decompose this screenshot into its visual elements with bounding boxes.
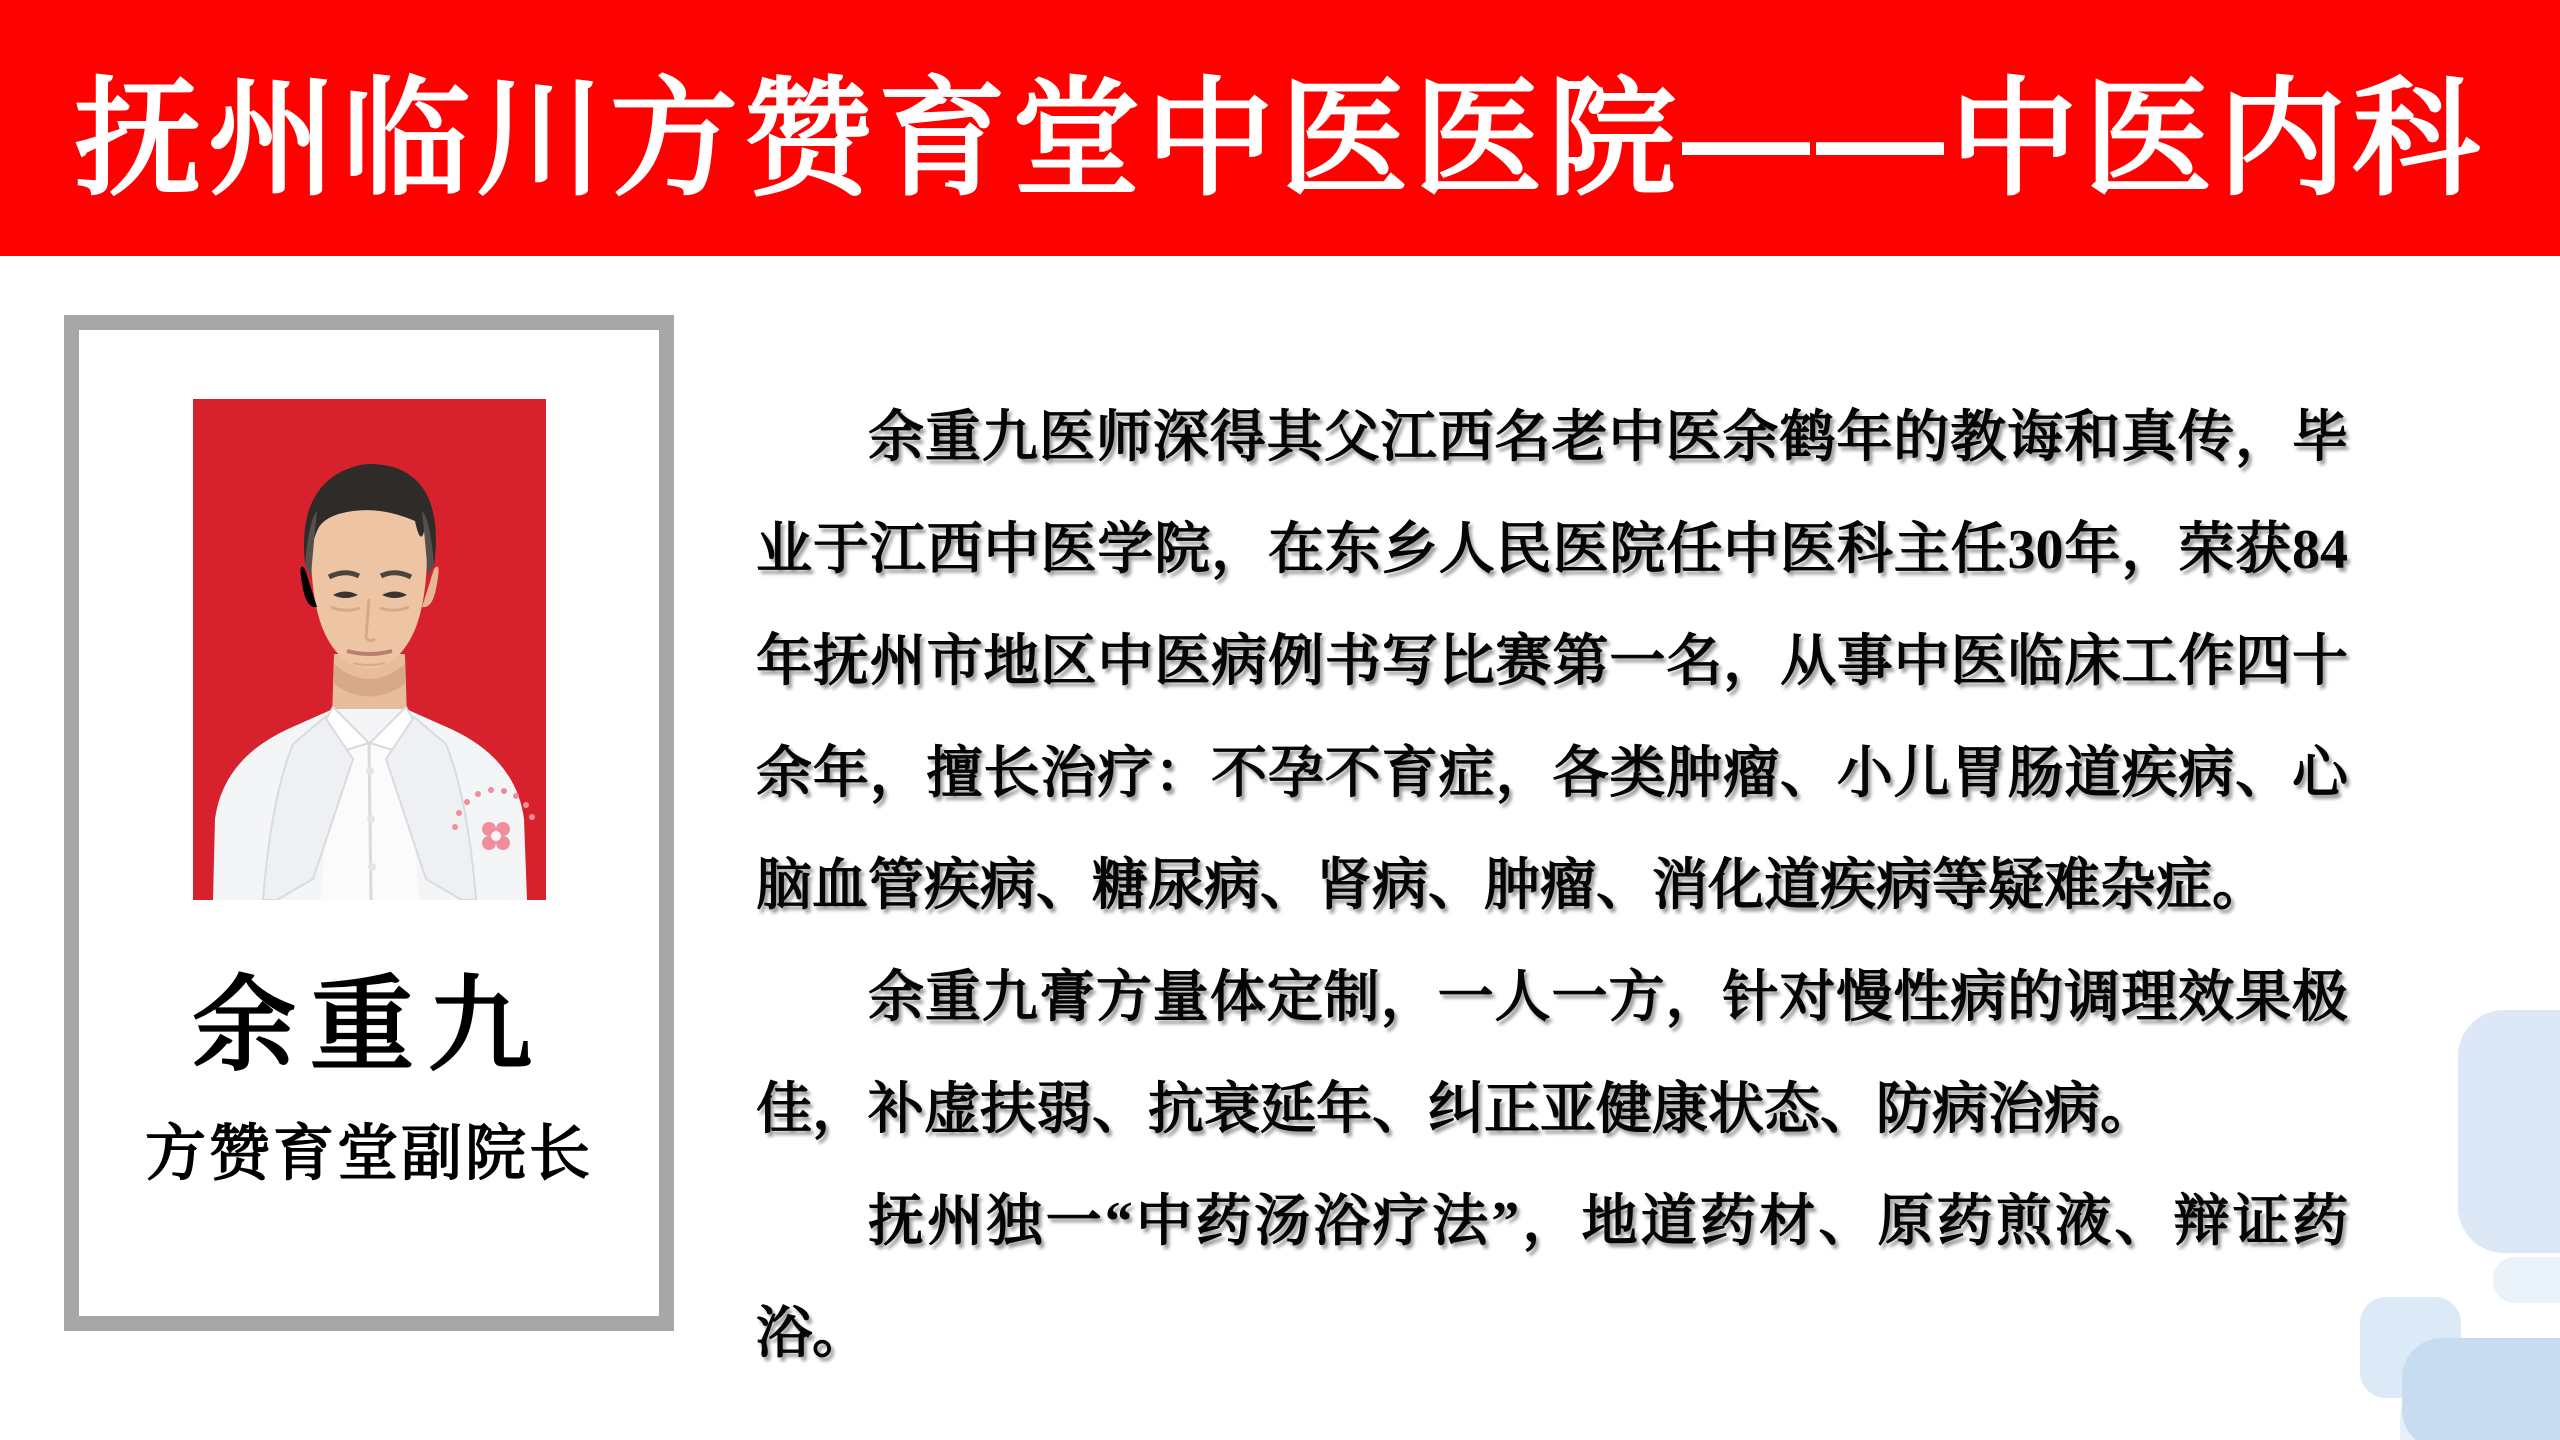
doctor-name: 余重九 bbox=[191, 969, 546, 1084]
bio-paragraph-3: 抚州独一“中药汤浴疗法”，地道药材、原药煎液、辩证药浴。 bbox=[756, 1191, 2348, 1365]
bio-text bbox=[756, 382, 2348, 1390]
banner bbox=[0, 0, 2560, 256]
decor-square-light bbox=[2400, 1372, 2560, 1440]
doctor-photo bbox=[193, 399, 546, 900]
decor-square-medium bbox=[2402, 1338, 2560, 1440]
bio-paragraph-2: 余重九膏方量体定制，一人一方，针对慢性病的调理效果极佳，补虚扶弱、抗衰延年、纠正亚健康状态、防病治病。 bbox=[756, 967, 2348, 1141]
bio-paragraph-1: 余重九医师深得其父江西名老中医余鹤年的教诲和真传，毕业于江西中医学院，在东乡人民医院任中医科主任30年，荣获84年抚州市地区中医病例书写比赛第一名，从事中医临床工作四十余年，擅长治疗：不孕不育症，各类肿瘤、小儿胃肠道疾病、心脑血管疾病、糖尿病、肾病、肿瘤、消化道疾病等疑难杂症。 bbox=[756, 407, 2348, 917]
decor-square-small bbox=[2360, 1297, 2461, 1398]
doctor-portrait-photo bbox=[193, 399, 546, 900]
decor-square-large bbox=[2458, 1010, 2560, 1253]
doctor-title: 方赞育堂副院长 bbox=[144, 1121, 593, 1188]
decor-square-tab bbox=[2493, 1257, 2560, 1303]
banner-title: 抚州临川方赞育堂中医医院——中医内科 bbox=[73, 68, 2486, 211]
profile-card bbox=[64, 315, 674, 1331]
